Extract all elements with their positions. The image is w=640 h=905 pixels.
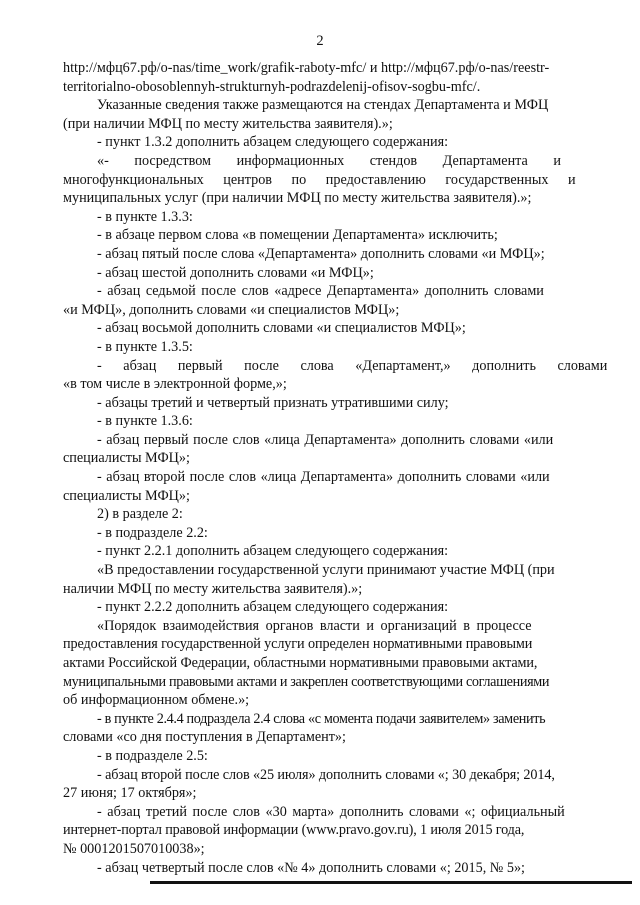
text-line: - абзац второй после слов «лица Департамента» дополнить словами «или <box>97 469 550 486</box>
text-line: интернет-портал правовой информации (www.pravo.gov.ru), 1 июля 2015 года, <box>63 822 525 839</box>
text-line: муниципальными правовыми актами и закреплен соответствующими соглашениями <box>63 673 550 690</box>
text-line: Указанные сведения также размещаются на стендах Департамента и МФЦ <box>97 97 549 114</box>
text-line: «- посредством информационных стендов Департамента и <box>97 152 561 169</box>
page-number: 2 <box>316 33 324 49</box>
text-line: - абзац пятый после слова «Департамента» дополнить словами «и МФЦ»; <box>97 245 545 262</box>
text-line: многофункциональных центров по предоставлению государственных и <box>63 171 576 188</box>
text-line: 27 июня; 17 октября»; <box>63 785 197 802</box>
text-line: - в пункте 1.3.6: <box>97 413 193 430</box>
text-line: - абзацы третий и четвертый признать утратившими силу; <box>97 394 449 411</box>
text-line: - абзац шестой дополнить словами «и МФЦ»; <box>97 264 374 281</box>
text-line: - пункт 2.2.2 дополнить абзацем следующего содержания: <box>97 599 449 616</box>
text-line: «Порядок взаимодействия органов власти и организаций в процессе <box>97 617 532 634</box>
text-line: «и МФЦ», дополнить словами «и специалистов МФЦ»; <box>63 301 400 318</box>
text-line: - в подразделе 2.5: <box>97 747 208 764</box>
text-line: муниципальных услуг (при наличии МФЦ по месту жительства заявителя).»; <box>63 190 532 207</box>
text-line: об информационном обмене.»; <box>63 692 250 709</box>
text-line: - пункт 2.2.1 дополнить абзацем следующего содержания: <box>97 543 449 560</box>
text-line: - абзац первый после слова «Департамент,» дополнить словами <box>97 357 608 374</box>
text-line: специалисты МФЦ»; <box>63 487 190 504</box>
document-body <box>63 59 608 877</box>
text-line: «В предоставлении государственной услуги принимают участие МФЦ (при <box>97 562 555 579</box>
text-line: territorialno-obosoblennyh-strukturnyh-podrazdelenij-ofisov-sogbu-mfc/. <box>63 78 481 95</box>
text-line: - в подразделе 2.2: <box>97 524 208 541</box>
text-line: (при наличии МФЦ по месту жительства заявителя).»; <box>63 115 393 132</box>
text-line: - в абзаце первом слова «в помещении Департамента» исключить; <box>97 227 498 244</box>
text-line: 2) в разделе 2: <box>97 506 183 523</box>
text-line: - абзац второй после слов «25 июля» дополнить словами «; 30 декабря; 2014, <box>97 766 555 783</box>
text-line: - абзац восьмой дополнить словами «и специалистов МФЦ»; <box>97 320 466 337</box>
text-line: словами «со дня поступления в Департамент»; <box>63 729 346 746</box>
text-line: актами Российской Федерации, областными нормативными правовыми актами, <box>63 655 538 671</box>
text-line: - в пункте 1.3.5: <box>97 338 193 355</box>
text-line: наличии МФЦ по месту жительства заявителя).»; <box>63 580 363 597</box>
text-line-content: http://мфц67.рф/o-nas/time_work/grafik-raboty-mfc/ и http://мфц67.рф/o-nas/reestr- <box>63 60 550 76</box>
text-line-url <box>63 59 601 78</box>
text-line: - абзац третий после слов «30 марта» дополнить словами «; официальный <box>97 803 565 820</box>
scan-edge-rule <box>150 881 632 884</box>
text-line: специалисты МФЦ»; <box>63 450 190 467</box>
text-line: № 0001201507010038»; <box>63 840 205 857</box>
text-line: - в пункте 2.4.4 подраздела 2.4 слова «с момента подачи заявителем» заменить <box>97 710 546 727</box>
text-line: - пункт 1.3.2 дополнить абзацем следующего содержания: <box>97 134 449 151</box>
text-line: предоставления государственной услуги определен нормативными правовыми <box>63 636 533 653</box>
text-line: - абзац первый после слов «лица Департамента» дополнить словами «или <box>97 431 554 448</box>
text-line: - абзац четвертый после слов «№ 4» дополнить словами «; 2015, № 5»; <box>97 859 525 876</box>
text-line: - абзац седьмой после слов «адресе Департамента» дополнить словами <box>97 283 544 300</box>
text-line: «в том числе в электронной форме,»; <box>63 376 287 393</box>
text-line: - в пункте 1.3.3: <box>97 208 193 225</box>
